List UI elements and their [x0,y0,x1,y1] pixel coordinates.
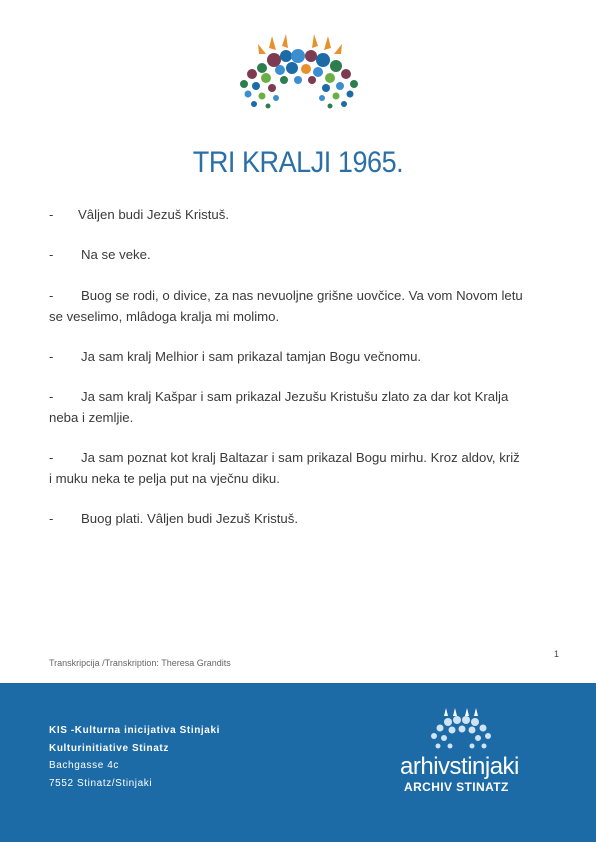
archive-logo [234,34,366,114]
brand-wordmark [400,753,519,781]
line-dash: - [49,288,54,303]
line-6 [49,448,549,489]
line-1 [49,205,549,226]
footer-address [49,722,220,792]
line-dash: - [49,349,54,364]
line-dash: - [49,207,54,222]
line-text: Buog se rodi, o divice, za nas nevuoljne grišne uovčice. Va vom Novom letu [81,288,523,303]
line-dash: - [49,247,54,262]
transcription-credit: Transkripcija /Transkription: Theresa Grandits [49,658,231,668]
line-text: Vâljen budi Jezuš Kristuš. [78,207,229,222]
brand-part-1: arhiv [400,753,450,780]
line-text: Ja sam kralj Kašpar i sam prikazal Jezušu Kristušu zlato za dar kot Kralja [81,389,509,404]
line-dash: - [49,389,54,404]
line-dash: - [49,450,54,465]
org-name-german: Kulturinitiative Stinatz [49,742,169,754]
line-4 [49,347,549,368]
line-text-continued: neba i zemljie. [49,409,134,425]
line-3 [49,286,549,327]
line-text: Ja sam kralj Melhior i sam prikazal tamjan Bogu večnomu. [81,349,422,364]
brand-subtitle: ARCHIV STINATZ [404,780,509,794]
page-number: 1 [554,649,560,659]
line-dash: - [49,511,54,526]
line-7 [49,509,549,530]
line-text: Buog plati. Vâljen budi Jezuš Kristuš. [81,511,298,526]
line-5 [49,387,549,428]
street-address: Bachgasse 4c [49,760,120,771]
brand-part-2: stinjaki [449,753,519,780]
line-text: Na se veke. [81,247,151,262]
line-text-continued: i muku neka te pelja put na vječnu diku. [49,470,280,486]
org-name-croatian: KIS -Kulturna inicijativa Stinjaki [49,725,220,736]
line-2 [49,245,549,266]
document-title: TRI KRALJI 1965. [192,146,404,179]
city-address: 7552 Stinatz/Stinjaki [49,777,153,789]
line-text: Ja sam poznat kot kralj Baltazar i sam prikazal Bogu mirhu. Kroz aldov, križ [81,450,520,465]
line-text-continued: se veselimo, mlâdoga kralja mi molimo. [49,308,280,324]
